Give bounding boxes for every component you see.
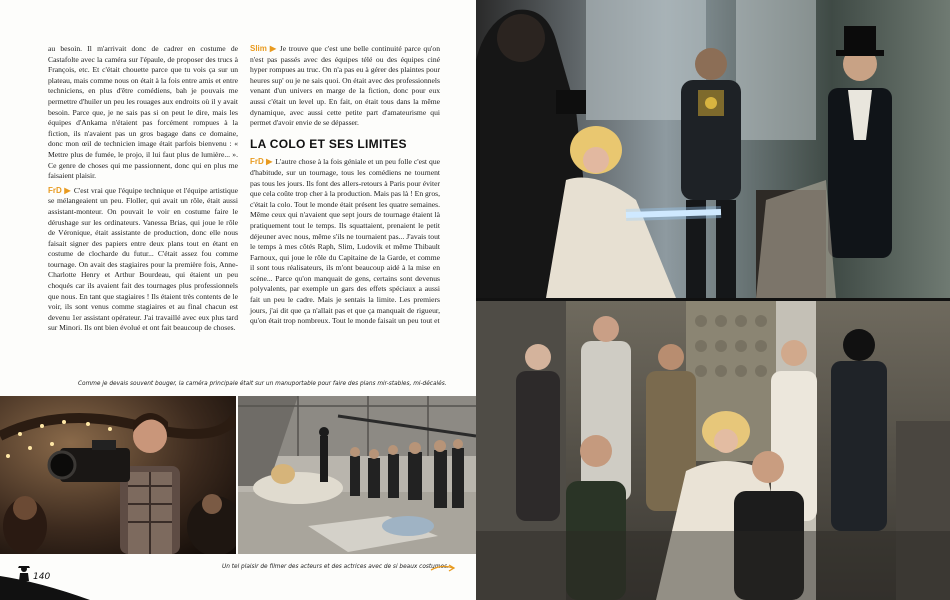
silhouette-icon [17, 565, 31, 587]
column2-paragraph-2-text: L'autre chose à la fois géniale et un peu folle c'est que d'habitude, sur un tournage, tous les comédiens ne tournent pas tous les jours. Ils font des allers-retours à Paris pour éviter que cela coûte trop cher à la production. Mais pas là ! En gros, c'était la colo. Tout le monde était présent les quatre semaines. Même ceux qui n'avaient que sept jours de tournage étaient là pratiquement tout le temps. Ils squattaient, prenaient le petit déjeuner avec nous, même s'ils ne tournaient pas... J'avais tout le temps à mes côtés Raph, Slim, Ludovik et même Thibault Farnoux, qui joue le rôle du Capitaine de la Garde, et comme il sont tous réalisateurs, ils m'ont beaucoup aidé à la mise en scène... Parce qu'on manquait de gens, certains sont devenus polyvalents, par exemple un gars des effets spéciaux a aussi fait un peu le cadre. Mais je sentais la limite. Les premiers jours, j'ai dit que ça n'allait pas et que ça manquait de rigueur, qu'on était trop nombreux. Tout le monde faisait un peu tout et [250, 157, 440, 326]
column2-paragraph-2 [250, 157, 440, 327]
text-column-1 [48, 44, 238, 338]
text-column-2 [250, 44, 440, 331]
column2-paragraph-1 [250, 44, 440, 129]
column2-paragraph-1-text: Je trouve que c'est une belle continuité parce qu'on n'est pas passés avec des équipes télé ou des équipes ciné hyper rompues au truc. On n'a pas eu à gérer des plaintes pour heures sup' ou je ne sais quoi. On était avec des professionnels venant d'un univers en marge de la fiction, donc pour eux aussi c'était un level up. En fait, on était tous dans la même dynamique, avec aussi cette petite part d'amateurisme qui permet d'avoir envie de se dépasser. [250, 44, 440, 128]
column1-paragraph-1: au besoin. Il m'arrivait donc de cadrer en costume de Castafolte avec la caméra sur l'épaule, de proposer des trucs à François, etc. Et c'était chouette parce que tu vois ça sur un plateau, mais comme nous on était à la fois entre amis et entre techniciens, en plus d'être comédiens, bah je pouvais me permettre d'huiler un peu les rouages aux endroits où il y avait besoin. Parce que, je ne sais pas si on peut le dire, mais les équipes d'Ankama n'étaient pas forcément rompues à la fiction, ils n'avaient pas un gros bagage dans ce domaine, donc mon œil de technicien image était parfois bienvenu : « Mettre plus de fumée, le projo, il lui faut plus de lumière... ». Ce genre de choses qui me passionnent, donc qui en plus me faisaient plaisir. [48, 44, 238, 181]
photo-camera-operator [0, 396, 236, 554]
speaker-tag: FrD ▶ [250, 157, 273, 167]
photo-steampunk-scene [476, 0, 950, 298]
speaker-tag: Slim ▶ [250, 44, 277, 53]
section-heading: LA COLO ET SES LIMITES [250, 136, 407, 151]
speaker-tag: FrD ▶ [48, 185, 71, 195]
right-page [476, 0, 950, 600]
photo-cast-group [476, 301, 950, 600]
page-number: 140 [33, 572, 51, 582]
footer-swoosh [0, 556, 476, 600]
column1-paragraph-2-text: C'est vrai que l'équipe technique et l'équipe artistique se mélangeaient un peu. Floller, qui avait un rôle, était aussi assistant-monteur. On pouvait le voir en costume faire le dérushage sur les ordinateurs. Vanessa Brias, qui joue le rôle de Véronique, était assistante de production, donc elle nous faisait signer des papiers entre deux plans tout en étant en costume de clocharde du futur... C'était assez fou comme tournage. On avait des stagiaires pour la première fois, Anne-Charlotte Henry et Arthur Bourdeau, qui étaient un peu choqués car ils avaient fait des tournages plus professionnels que nous. En tant que stagiaires ! Ils étaient très contents de le voir, ils sont venus comme stagiaires et au final chacun est devenu 1er assistant opérateur. J'ai travaillé avec eux plus tard sur Minori. Ils ont bien évolué et ont fait beaucoup de choses. [48, 185, 239, 333]
photo-film-set [238, 396, 476, 554]
column1-paragraph-2 [48, 186, 238, 334]
photo-caption-bottom: Un tel plaisir de filmer des acteurs et des actrices avec de si beaux costumes. [222, 564, 449, 570]
photo-caption-top: Comme je devais souvent bouger, la caméra principale était sur un manuportable pour faire des plans mir-stables, mi-décalés. [78, 381, 447, 387]
